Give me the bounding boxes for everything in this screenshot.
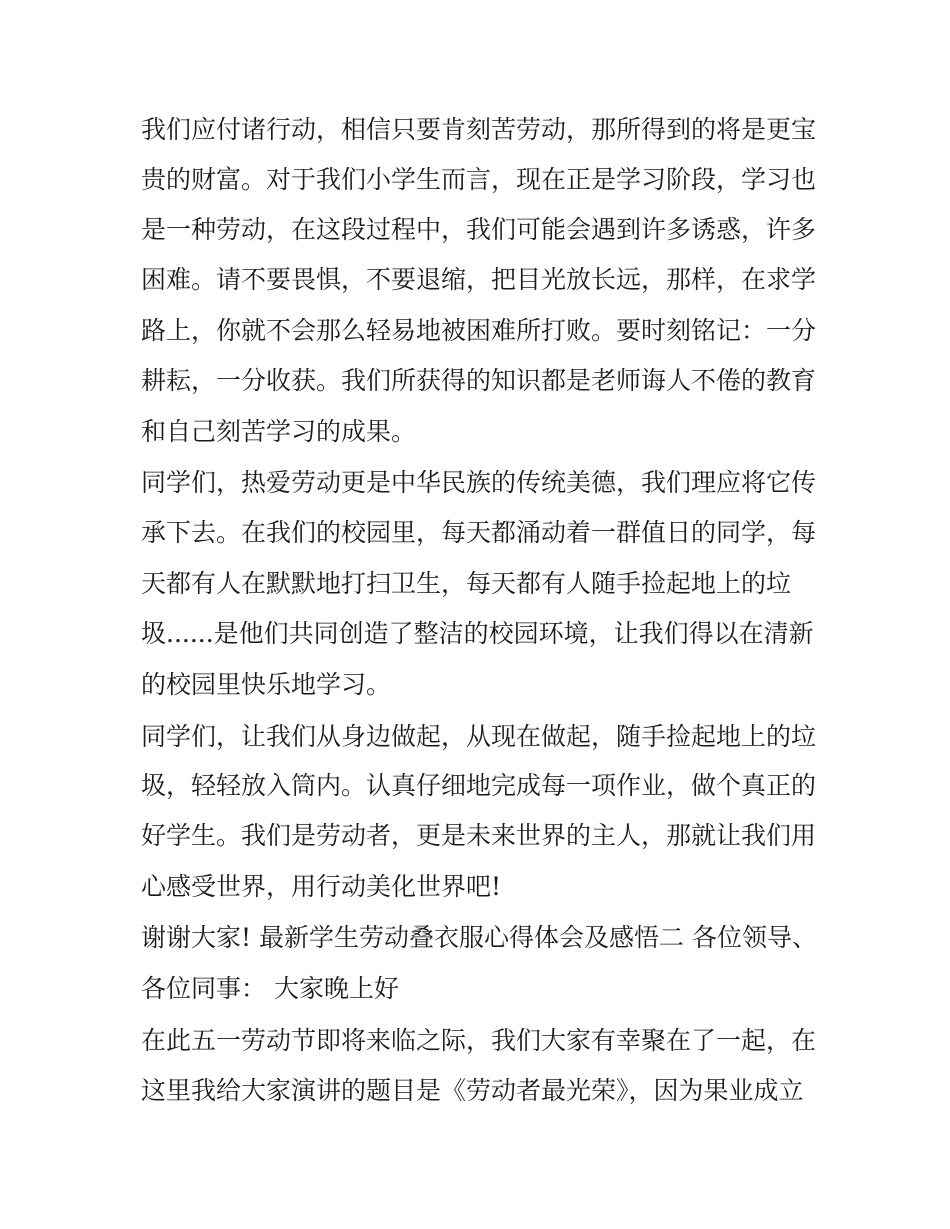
text-line: 是一种劳动，在这段过程中，我们可能会遇到许多诱惑，许多	[141, 215, 817, 244]
text-line: 天都有人在默默地打扫卫生，每天都有人随手捡起地上的垃	[141, 569, 792, 598]
text-line: 在此五一劳动节即将来临之际，我们大家有幸聚在了一起，在	[141, 1026, 817, 1055]
text-line: 我们应付诸行动，相信只要肯刻苦劳动，那所得到的将是更宝	[141, 115, 817, 144]
text-line: 贵的财富。对于我们小学生而言，现在正是学习阶段，学习也	[141, 165, 817, 194]
text-line: 困难。请不要畏惧，不要退缩，把目光放长远，那样，在求学	[141, 265, 817, 294]
text-line: 圾，轻轻放入筒内。认真仔细地完成每一项作业，做个真正的	[141, 771, 817, 800]
text-line: 和自己刻苦学习的成果。	[141, 417, 417, 446]
text-line: 各位同事： 大家晚上好	[141, 974, 399, 1003]
text-line: 谢谢大家! 最新学生劳动叠衣服心得体会及感悟二 各位领导、	[141, 923, 817, 952]
text-line: 路上，你就不会那么轻易地被困难所打败。要时刻铭记：一分	[141, 316, 817, 345]
text-line: 同学们，让我们从身边做起，从现在做起，随手捡起地上的垃	[141, 722, 817, 751]
text-line: 这里我给大家演讲的题目是《劳动者最光荣》，因为果业成立	[141, 1076, 804, 1105]
text-line: 承下去。在我们的校园里，每天都涌动着一群值日的同学，每	[141, 518, 817, 547]
text-line: 圾......是他们共同创造了整洁的校园环境，让我们得以在清新	[141, 619, 814, 648]
text-line: 好学生。我们是劳动者，更是未来世界的主人，那就让我们用	[141, 821, 817, 850]
text-line: 心感受世界，用行动美化世界吧!	[141, 872, 502, 901]
text-line: 耕耘，一分收获。我们所获得的知识都是老师诲人不倦的教育	[141, 366, 817, 395]
text-line: 的校园里快乐地学习。	[141, 670, 392, 699]
text-line: 同学们，热爱劳动更是中华民族的传统美德，我们理应将它传	[141, 468, 817, 497]
